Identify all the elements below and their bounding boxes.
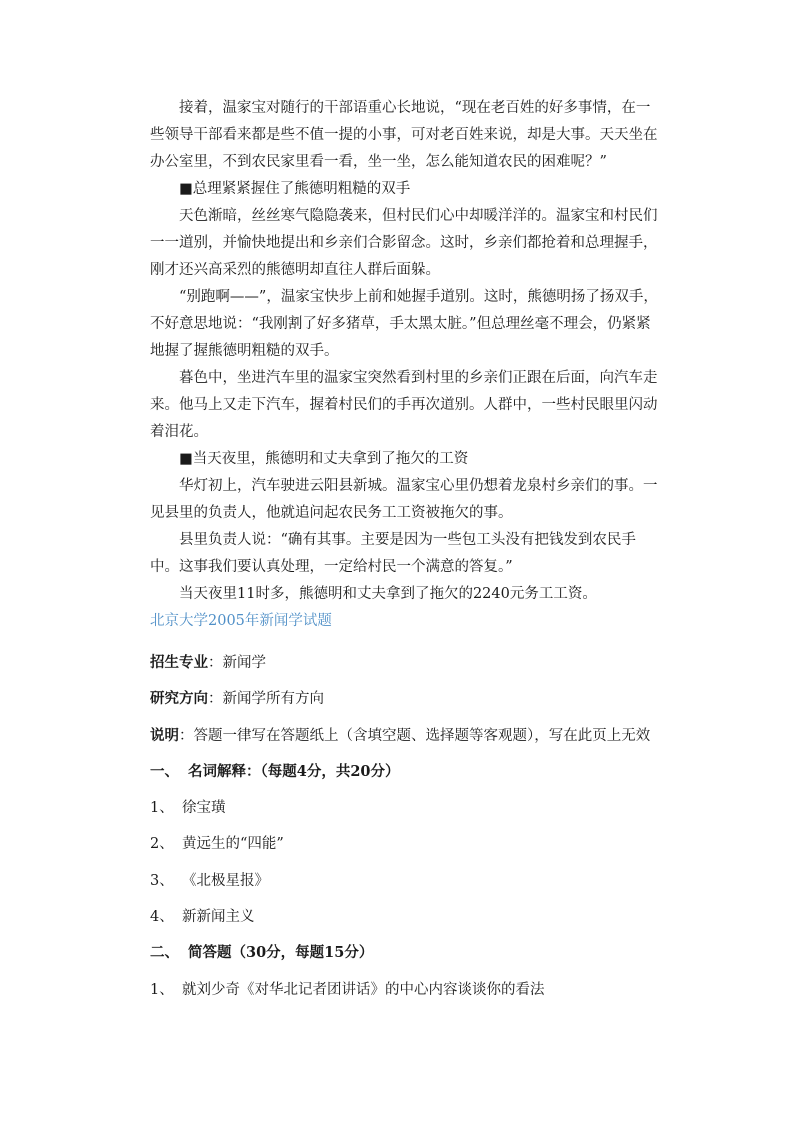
item-number: 1、 bbox=[150, 981, 174, 998]
exam-title: 北京大学2005年新闻学试题 bbox=[150, 613, 332, 629]
article-paragraph: 暮色中，坐进汽车里的温家宝突然看到村里的乡亲们正跟在后面，向汽车走来。他马上又走下汽车，握着村民们的手再次道别。人群中，一些村民眼里闪动着泪花。 bbox=[150, 370, 658, 440]
exam-section bbox=[150, 652, 680, 1015]
list-item bbox=[150, 870, 680, 906]
news-article bbox=[150, 95, 660, 635]
major-label: 招生专业 bbox=[150, 654, 208, 671]
list-item bbox=[150, 833, 680, 869]
section-1-number: 一、 bbox=[150, 762, 179, 780]
item-number: 1、 bbox=[150, 800, 174, 817]
list-item bbox=[150, 906, 680, 942]
article-paragraph: “别跑啊——”，温家宝快步上前和她握手道别。这时，熊德明扬了扬双手，不好意思地说：“我刚割了好多猪草，手太黑太脏。”但总理丝毫不理会，仍紧紧地握了握熊德明粗糙的双手。 bbox=[150, 289, 658, 359]
item-number: 3、 bbox=[150, 872, 174, 889]
section-1-title: 名词解释：（每题4分，共20分） bbox=[188, 762, 400, 780]
list-item bbox=[150, 979, 680, 1015]
article-subheading: ■当天夜里，熊德明和丈夫拿到了拖欠的工资 bbox=[179, 451, 469, 467]
section-1-heading bbox=[150, 761, 680, 797]
article-paragraph: 接着，温家宝对随行的干部语重心长地说，“现在老百姓的好多事情，在一些领导干部看来都是些不值一提的小事，可对老百姓来说，却是大事。天天坐在办公室里，不到农民家里看一看，坐一坐，怎么能知道农民的困难呢？” bbox=[150, 100, 658, 170]
article-paragraph: 县里负责人说：“确有其事。主要是因为一些包工头没有把钱发到农民手中。这事我们要认真处理，一定给村民一个满意的答复。” bbox=[150, 532, 636, 575]
note-value: ：答题一律写在答题纸上（含填空题、选择题等客观题），写在此页上无效 bbox=[179, 727, 651, 744]
exam-direction bbox=[150, 688, 680, 724]
major-value: ：新闻学 bbox=[208, 655, 266, 671]
item-text: 《北极星报》 bbox=[182, 872, 269, 889]
list-item bbox=[150, 797, 680, 833]
item-text: 新新闻主义 bbox=[182, 909, 255, 926]
item-number: 2、 bbox=[150, 836, 174, 853]
exam-major bbox=[150, 652, 680, 688]
note-label: 说明 bbox=[150, 726, 179, 744]
item-text: 徐宝璜 bbox=[182, 800, 226, 817]
item-text: 黄远生的“四能” bbox=[182, 836, 284, 853]
item-number: 4、 bbox=[150, 909, 174, 926]
direction-label: 研究方向 bbox=[150, 690, 208, 708]
section-2-heading bbox=[150, 942, 680, 978]
article-paragraph: 华灯初上，汽车驶进云阳县新城。温家宝心里仍想着龙泉村乡亲们的事。一见县里的负责人，他就追问起农民务工工资被拖欠的事。 bbox=[150, 478, 658, 521]
article-paragraph: 天色渐暗，丝丝寒气隐隐袭来，但村民们心中却暖洋洋的。温家宝和村民们一一道别，并愉快地提出和乡亲们合影留念。这时，乡亲们都抢着和总理握手，刚才还兴高采烈的熊德明却直往人群后面躲。 bbox=[150, 208, 658, 278]
direction-value: ：新闻学所有方向 bbox=[208, 691, 324, 708]
section-2-title: 简答题（30分，每题15分） bbox=[188, 944, 374, 962]
item-text: 就刘少奇《对华北记者团讲话》的中心内容谈谈你的看法 bbox=[182, 981, 545, 998]
article-paragraph: 当天夜里11时多，熊德明和丈夫拿到了拖欠的2240元务工工资。 bbox=[179, 586, 597, 602]
exam-note bbox=[150, 725, 680, 761]
section-2-number: 二、 bbox=[150, 944, 179, 962]
article-subheading: ■总理紧紧握住了熊德明粗糙的双手 bbox=[179, 181, 411, 197]
